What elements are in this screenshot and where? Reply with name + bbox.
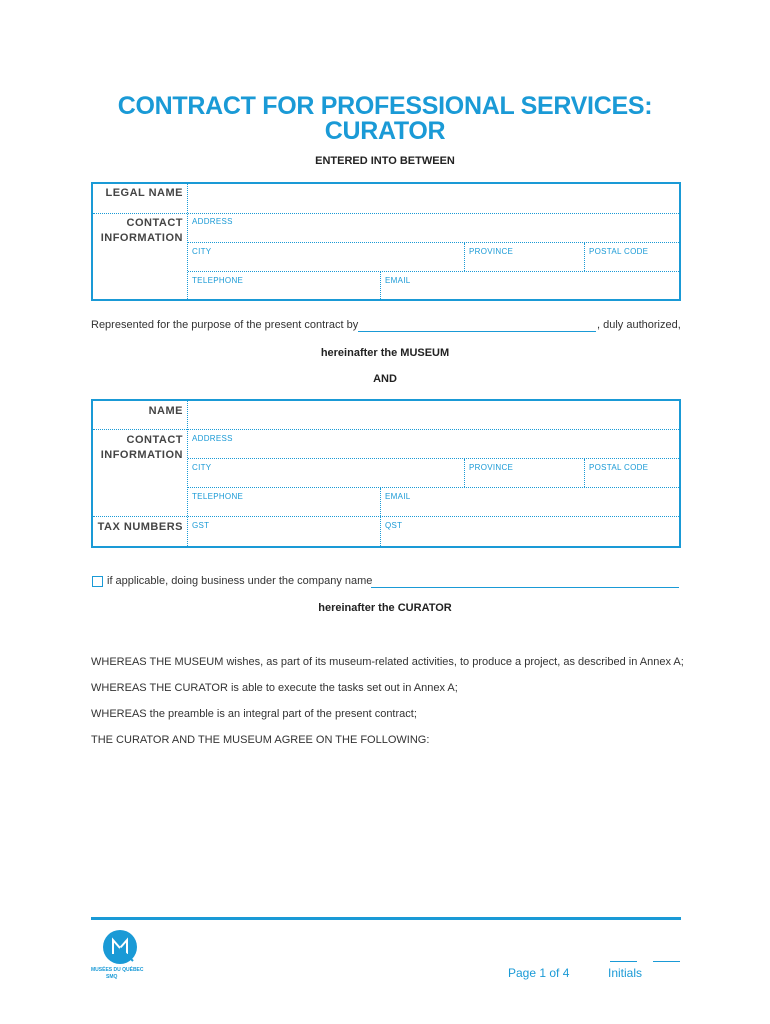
clause-item: WHEREAS THE MUSEUM wishes, as part of its museum-related activities, to produce a project, as described in Annex A; — [91, 656, 684, 668]
row-divider — [188, 271, 679, 272]
label-divider — [187, 401, 188, 546]
museum-address-field[interactable]: ADDRESS — [192, 217, 233, 226]
row-divider — [93, 429, 679, 430]
row-divider — [188, 458, 679, 459]
duly-authorized-text: , duly authorized, — [597, 319, 681, 331]
title-line-1: CONTRACT FOR PROFESSIONAL SERVICES: — [117, 92, 653, 120]
curator-address-field[interactable]: ADDRESS — [192, 434, 233, 443]
row-divider — [93, 516, 679, 517]
curator-qst-field[interactable]: QST — [385, 521, 403, 530]
representative-name-field[interactable] — [358, 331, 596, 332]
museum-telephone-field[interactable]: TELEPHONE — [192, 276, 244, 285]
museum-postal-code-field[interactable]: POSTAL CODE — [589, 247, 649, 256]
contact-label: CONTACT — [126, 217, 183, 229]
curator-email-field[interactable]: EMAIL — [385, 492, 411, 501]
information-label: INFORMATION — [100, 449, 183, 461]
name-label: NAME — [148, 405, 183, 417]
company-checkbox[interactable] — [92, 576, 103, 587]
museum-legal-name-field[interactable] — [190, 185, 678, 212]
clause-item: WHEREAS THE CURATOR is able to execute the tasks set out in Annex A; — [91, 682, 458, 694]
logo-text: MUSÉES DU QUÉBEC — [91, 967, 144, 973]
company-checkbox-label: if applicable, doing business under the company name — [107, 575, 373, 587]
tax-numbers-label: TAX NUMBERS — [97, 521, 183, 533]
contact-label: CONTACT — [126, 434, 183, 446]
museum-city-field[interactable]: CITY — [192, 247, 212, 256]
col-divider — [380, 488, 381, 546]
curator-gst-field[interactable]: GST — [192, 521, 210, 530]
curator-telephone-field[interactable]: TELEPHONE — [192, 492, 244, 501]
company-name-field[interactable] — [371, 587, 679, 588]
museum-email-field[interactable]: EMAIL — [385, 276, 411, 285]
hereinafter-curator: hereinafter the CURATOR — [318, 602, 452, 614]
and-text: AND — [373, 373, 397, 385]
curator-name-field[interactable] — [190, 402, 678, 428]
entered-into-heading: ENTERED INTO BETWEEN — [315, 155, 455, 167]
represented-text: Represented for the purpose of the present contract by — [91, 319, 359, 331]
clause-item: THE CURATOR AND THE MUSEUM AGREE ON THE FOLLOWING: — [91, 734, 430, 746]
information-label: INFORMATION — [100, 232, 183, 244]
col-divider — [380, 272, 381, 299]
col-divider — [584, 243, 585, 271]
row-divider — [93, 213, 679, 214]
col-divider — [464, 243, 465, 271]
hereinafter-museum: hereinafter the MUSEUM — [320, 347, 450, 359]
museum-province-field[interactable]: PROVINCE — [469, 247, 514, 256]
curator-province-field[interactable]: PROVINCE — [469, 463, 514, 472]
clause-item: WHEREAS the preamble is an integral part of the present contract; — [91, 708, 417, 720]
initials-label: Initials — [608, 966, 643, 980]
footer-rule — [91, 917, 681, 920]
page-number: Page 1 of 4 — [508, 966, 570, 980]
legal-name-label: LEGAL NAME — [105, 187, 183, 199]
title-line-2: CURATOR — [324, 117, 446, 145]
col-divider — [464, 459, 465, 487]
row-divider — [188, 487, 679, 488]
curator-city-field[interactable]: CITY — [192, 463, 212, 472]
museum-logo-icon — [103, 930, 137, 964]
initials-field[interactable] — [653, 961, 680, 962]
logo-subtext: SMQ — [106, 974, 118, 980]
curator-postal-code-field[interactable]: POSTAL CODE — [589, 463, 649, 472]
initials-field[interactable] — [610, 961, 637, 962]
row-divider — [188, 242, 679, 243]
col-divider — [584, 459, 585, 487]
